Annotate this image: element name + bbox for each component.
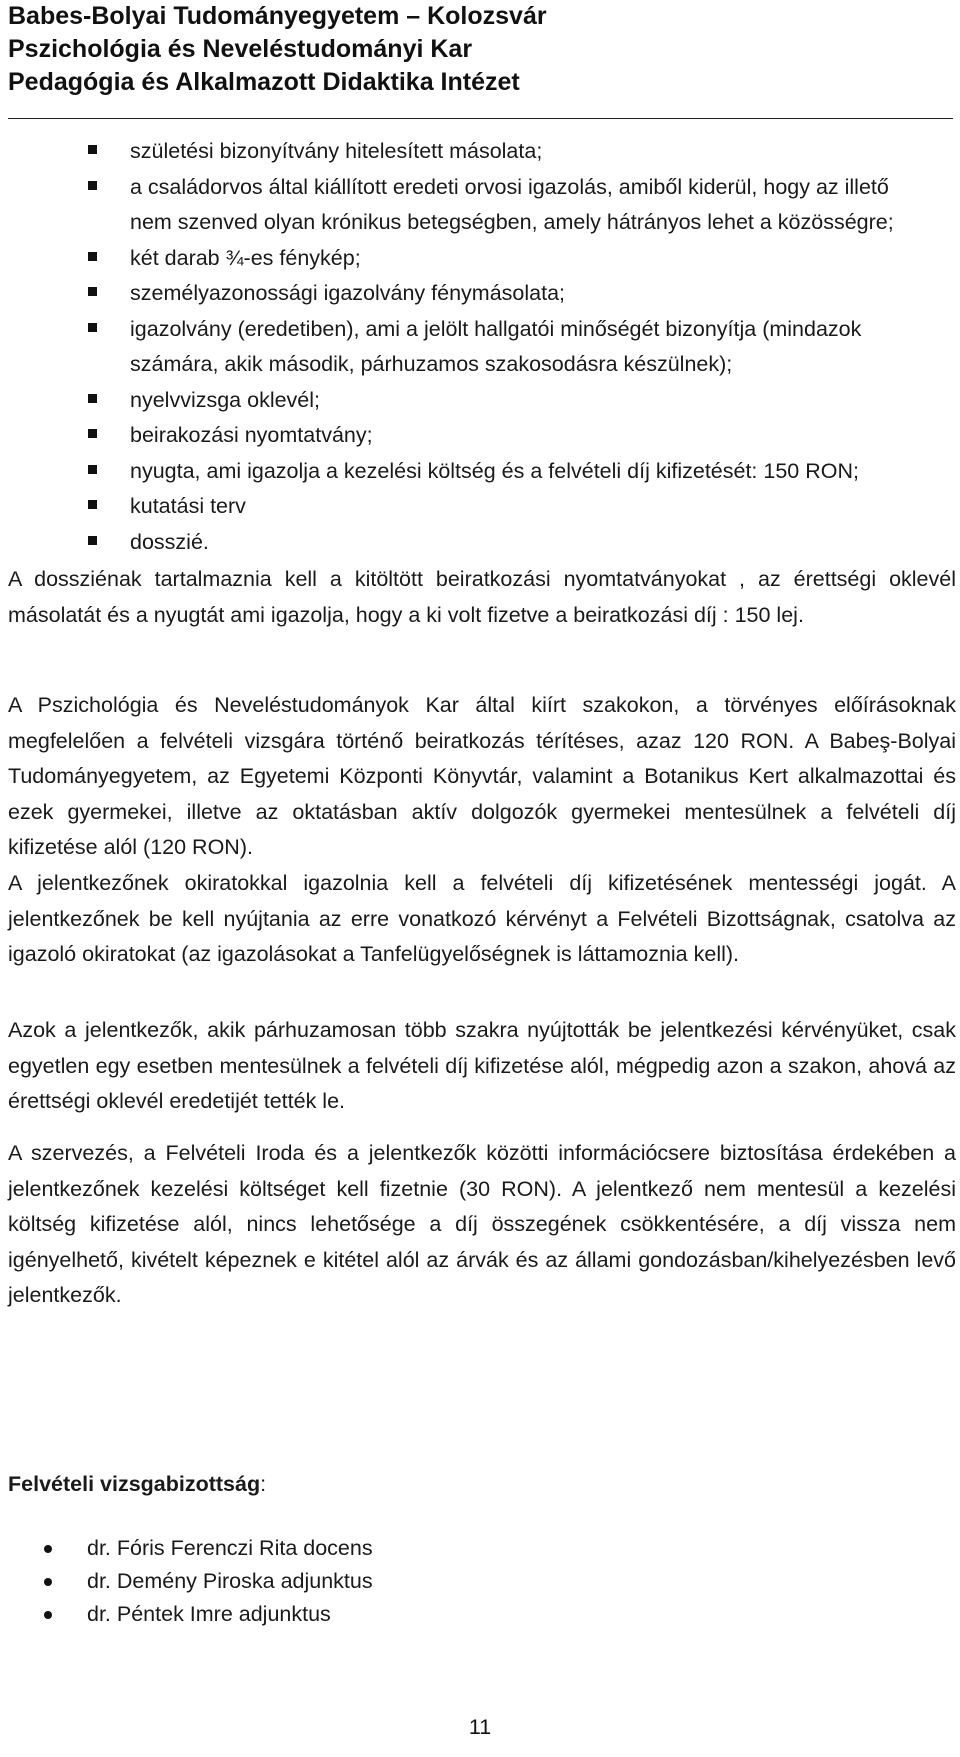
paragraph-exemption-proof: A jelentkezőnek okiratokkal igazolnia kell a felvételi díj kifizetésének mentességi jogát. A jelentkezőnek be kell nyújtania az erre vonatkozó kérvényt a Felvételi Bizottságnak, csatolva az igazoló okiratokat (az igazolásokat a Tanfelügyelőségnek is láttamoznia kell). <box>8 871 956 966</box>
list-item: dosszié. <box>88 525 918 561</box>
round-bullet-icon <box>44 1578 52 1586</box>
paragraph-handling-cost: A szervezés, a Felvételi Iroda és a jelentkezők közötti információcsere biztosítása érdekében a jelentkezőnek kezelési költséget kell fizetnie (30 RON). A jelentkező nem mentesül a kezelési költség kifizetése alól, nincs lehetősége a díj összegének csökkentésére, a díj vissza nem igényelhető, kivételt képeznek e kitétel alól az árvák és az állami gondozásban/kihelyezésben levő jelentkezők. <box>8 1141 956 1307</box>
committee-heading-label: Felvételi vizsgabizottság <box>8 1472 261 1496</box>
header-divider <box>8 118 953 119</box>
list-item: születési bizonyítvány hitelesített másolata; <box>88 134 918 170</box>
header-university: Babes-Bolyai Tudományegyetem – Kolozsvár <box>8 2 547 30</box>
paragraph-dossier: A dossziénak tartalmaznia kell a kitöltött beiratkozási nyomtatványokat , az érettségi oklevél másolatát és a nyugtát ami igazolja, hogy a ki volt fizetve a beiratkozási díj : 150 lej. <box>8 567 956 627</box>
square-bullet-icon <box>88 145 97 154</box>
square-bullet-icon <box>88 465 97 474</box>
page-number: 11 <box>468 1715 492 1739</box>
list-item: dr. Demény Piroska adjunktus <box>42 1565 373 1598</box>
square-bullet-icon <box>88 252 97 261</box>
requirements-list <box>88 134 918 560</box>
list-item: dr. Péntek Imre adjunktus <box>42 1598 373 1631</box>
list-item: személyazonossági igazolvány fénymásolata; <box>88 276 918 312</box>
square-bullet-icon <box>88 394 97 403</box>
paragraph-parallel-applications: Azok a jelentkezők, akik párhuzamosan több szakra nyújtották be jelentkezési kérvényüket, csak egyetlen egy esetben mentesülnek a felvételi díj kifizetése alól, mégpedig azon a szakon, ahová az érettségi oklevél eredetijét tették le. <box>8 1018 956 1113</box>
round-bullet-icon <box>44 1545 52 1553</box>
list-item: kutatási terv <box>88 489 918 525</box>
list-item: beirakozási nyomtatvány; <box>88 418 918 454</box>
paragraph-fee: A Pszichológia és Neveléstudományok Kar által kiírt szakokon, a törvényes előírásoknak megfelelően a felvételi vizsgára történő beiratkozás térítéses, azaz 120 RON. A Babeş-Bolyai Tudományegyetem, az Egyetemi Központi Könyvtár, valamint a Botanikus Kert alkalmazottai és ezek gyermekei, illetve az oktatásban aktív dolgozók gyermekei mentesülnek a felvételi díj kifizetése alól (120 RON). <box>8 693 956 859</box>
committee-heading-colon: : <box>260 1472 267 1496</box>
list-item: a családorvos által kiállított eredeti orvosi igazolás, amiből kiderül, hogy az illető nem szenved olyan krónikus betegségben, amely hátrányos lehet a közösségre; <box>88 170 918 241</box>
header-institute: Pedagógia és Alkalmazott Didaktika Intézet <box>8 68 520 96</box>
list-item: két darab ¾-es fénykép; <box>88 241 918 277</box>
committee-members-list <box>42 1532 373 1631</box>
list-item: nyelvvizsga oklevél; <box>88 383 918 419</box>
list-item: dr. Fóris Ferenczi Rita docens <box>42 1532 373 1565</box>
square-bullet-icon <box>88 429 97 438</box>
square-bullet-icon <box>88 323 97 332</box>
square-bullet-icon <box>88 500 97 509</box>
square-bullet-icon <box>88 181 97 190</box>
committee-heading <box>8 1467 266 1503</box>
square-bullet-icon <box>88 536 97 545</box>
document-header <box>8 0 953 99</box>
round-bullet-icon <box>44 1611 52 1619</box>
list-item: igazolvány (eredetiben), ami a jelölt hallgatói minőségét bizonyítja (mindazok számára, akik második, párhuzamos szakosodásra készülnek); <box>88 312 918 383</box>
list-item: nyugta, ami igazolja a kezelési költség és a felvételi díj kifizetését: 150 RON; <box>88 454 918 490</box>
square-bullet-icon <box>88 287 97 296</box>
header-faculty: Pszichológia és Neveléstudományi Kar <box>8 35 473 63</box>
